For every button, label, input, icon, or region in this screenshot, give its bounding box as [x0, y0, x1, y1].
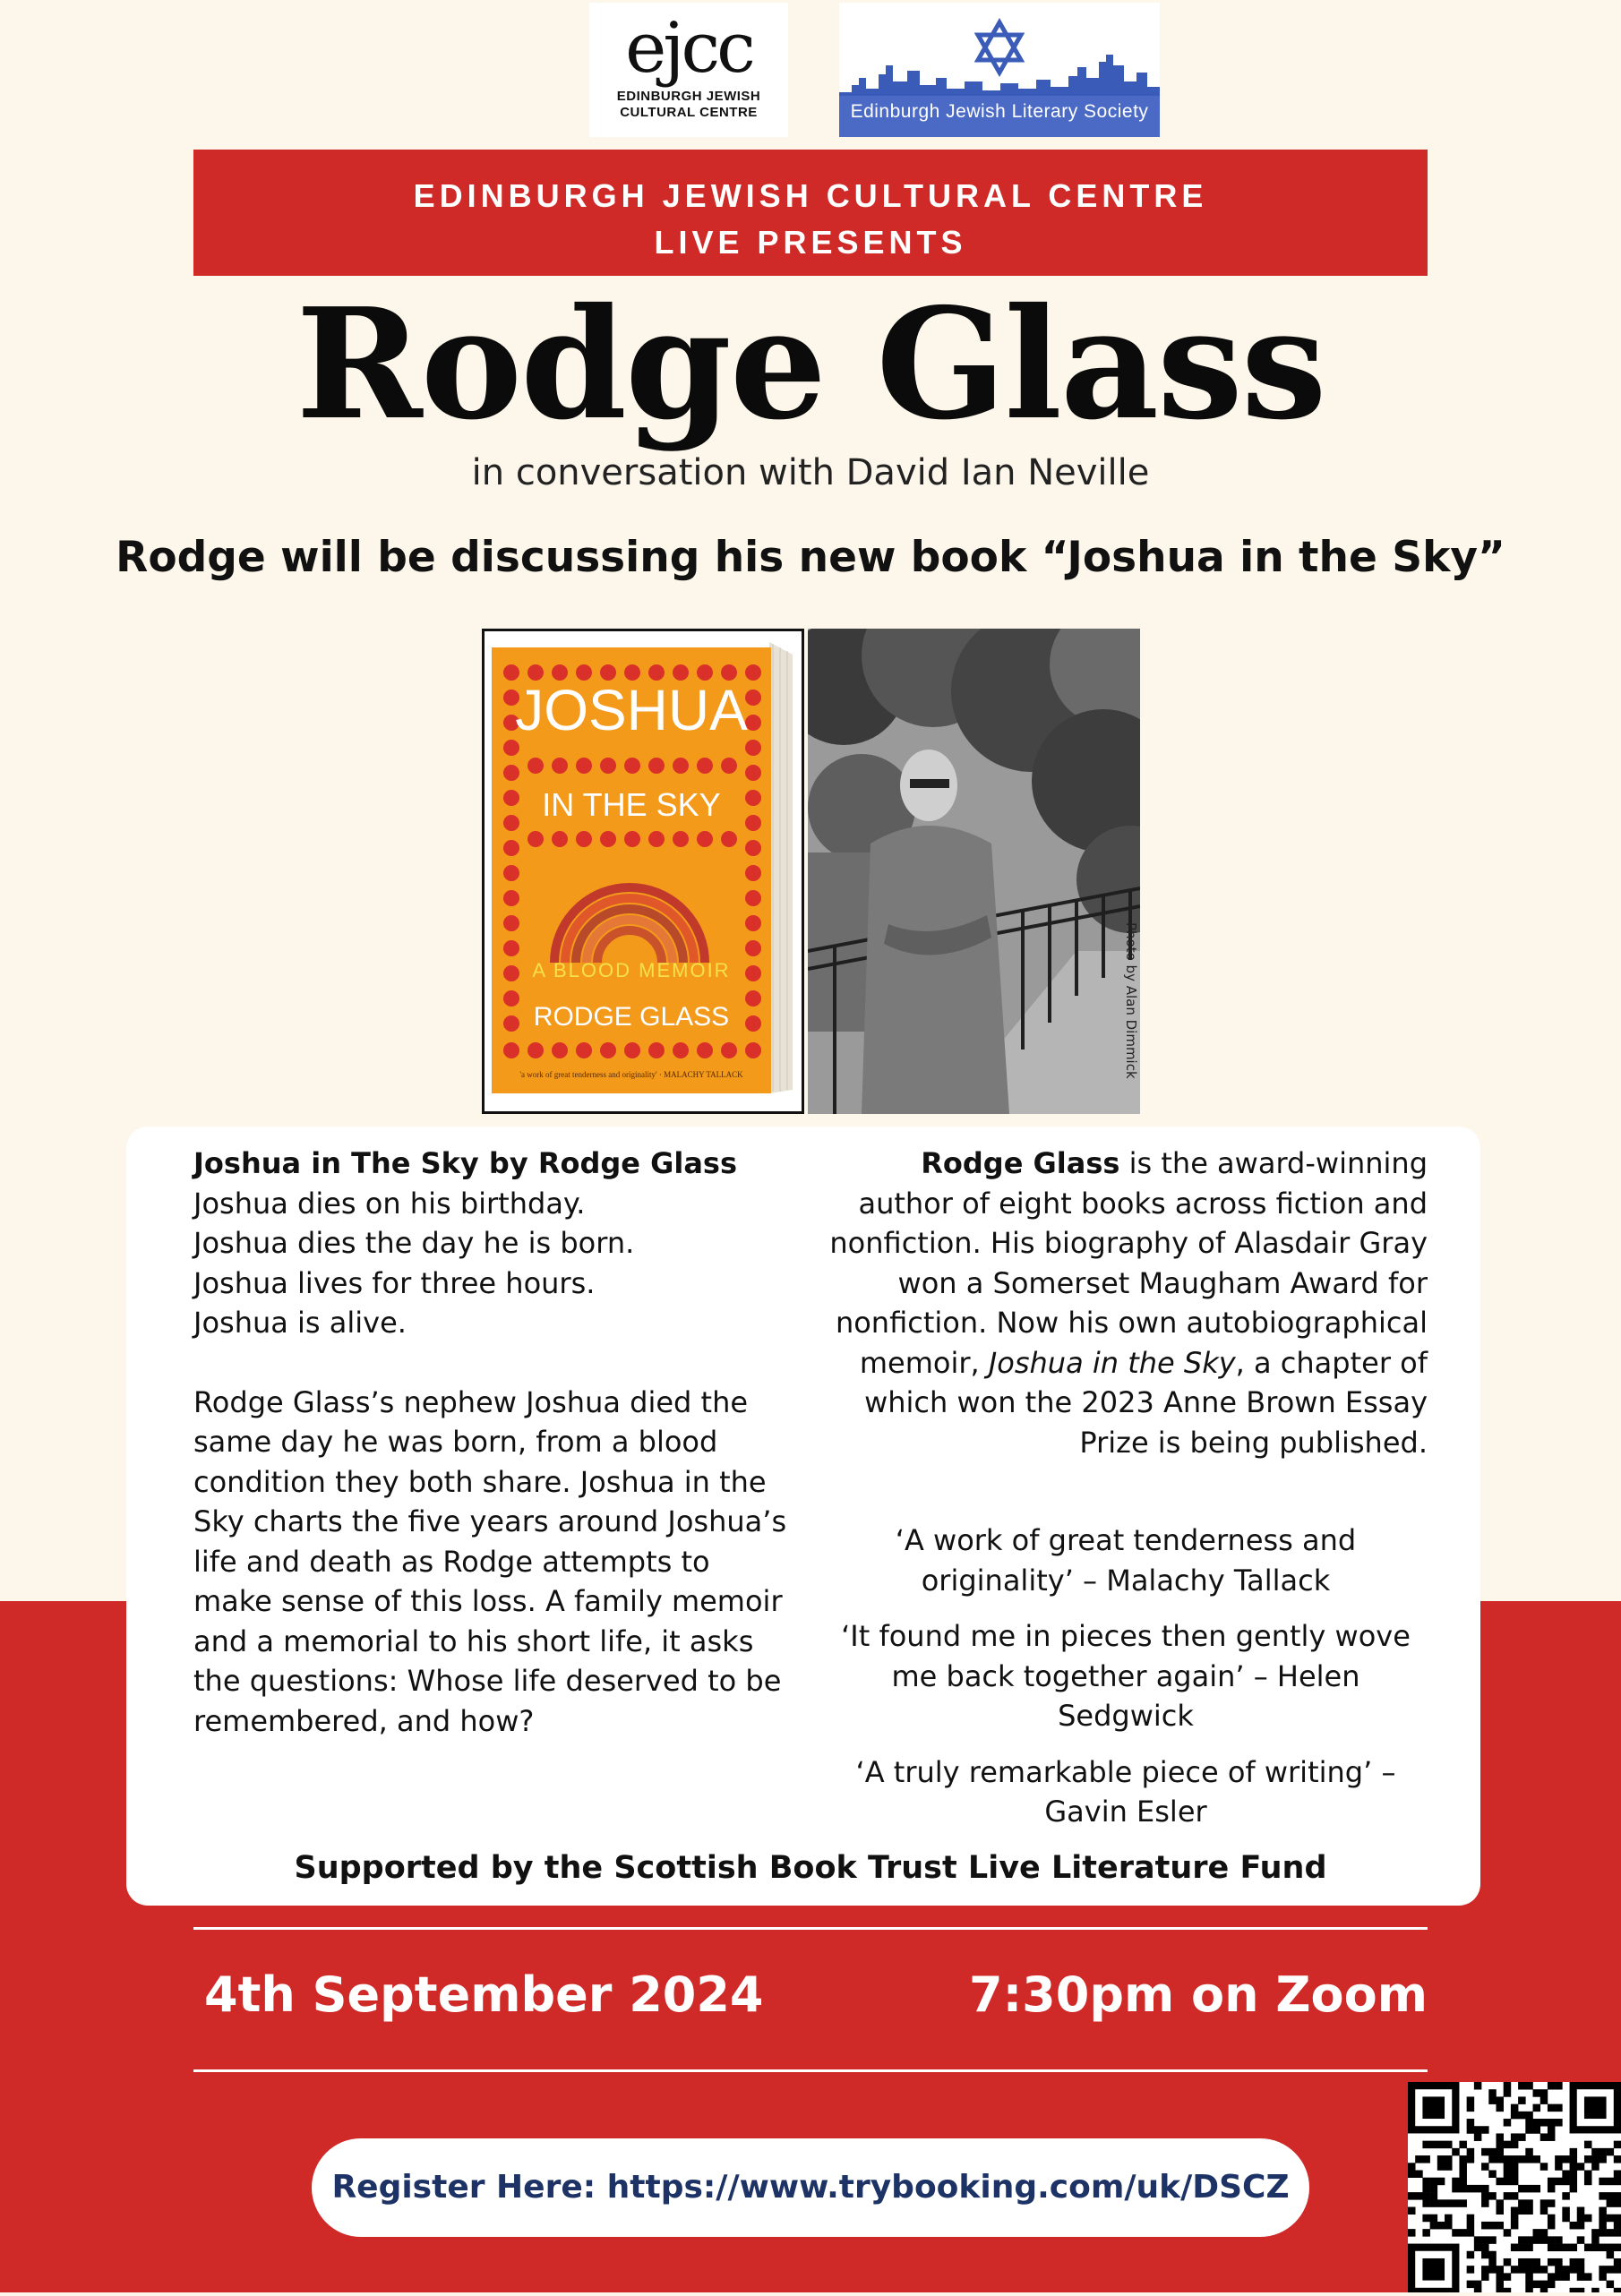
star-of-david-icon — [978, 22, 1021, 73]
review-quote: ‘A truly remarkable piece of writing’ – Gavin Esler — [855, 1754, 1396, 1829]
book-cover-title-2: IN THE SKY — [542, 786, 721, 823]
author-name: Rodge Glass — [921, 1146, 1120, 1180]
author-bio-2: , a chapter of which won the 2023 Anne Brown Essay Prize is being published. — [864, 1345, 1428, 1460]
divider-bottom — [193, 2069, 1428, 2072]
author-photo — [808, 629, 1140, 1114]
author-bio-column — [824, 1144, 1428, 1462]
book-synopsis: Rodge Glass’s nephew Joshua died the same day he was born, from a blood condition they both share. Joshua in the Sky charts the five years around Joshua’s life and death as Rodge attempts to make sense of this loss. A family memoir and a memorial to his short life, it asks the questions: Whose life deserved to be remembered, and how? — [193, 1384, 787, 1738]
book-cover-author: RODGE GLASS — [533, 1002, 730, 1032]
event-time: 7:30pm on Zoom — [969, 1966, 1428, 2023]
author-photo-graphic — [808, 629, 1140, 1114]
divider-top — [193, 1927, 1428, 1930]
literary-society-name: Edinburgh Jewish Literary Society — [850, 101, 1149, 122]
author-bio-1: is the award-winning author of eight books across fiction and nonfiction. His biography of Alasdair Gray won a Somerset Maugham Award for nonfiction. Now his own autobiographical memoir, — [829, 1146, 1428, 1380]
review-quote: ‘It found me in pieces then gently wove me back together again’ – Helen Sedgwick — [841, 1619, 1411, 1733]
review-quotes — [824, 1521, 1428, 1848]
book-heading: Joshua in The Sky by Rodge Glass — [193, 1146, 738, 1180]
ejcc-logo-line1: EDINBURGH JEWISH — [616, 89, 761, 104]
book-description-column — [193, 1144, 793, 1741]
book-cover-title-1: JOSHUA — [515, 678, 748, 742]
review-quote: ‘A work of great tenderness and originality’ – Malachy Tallack — [895, 1523, 1357, 1598]
images-row — [482, 629, 1140, 1114]
subtitle: in conversation with David Ian Neville — [471, 452, 1150, 493]
book-line: Joshua is alive. — [193, 1306, 407, 1340]
literary-society-logo — [839, 3, 1160, 137]
page-title: Rodge Glass — [296, 275, 1325, 454]
banner-text: EDINBURGH JEWISH CULTURAL CENTRE LIVE PRESENTS — [413, 177, 1208, 261]
qr-code-icon[interactable] — [1408, 2082, 1621, 2292]
supported-by: Supported by the Scottish Book Trust Live Literature Fund — [294, 1850, 1327, 1886]
register-link[interactable]: Register Here: https://www.trybooking.com/uk/DSCZ — [312, 2138, 1309, 2237]
event-date: 4th September 2024 — [204, 1966, 764, 2023]
book-cover-image — [482, 629, 804, 1114]
ejcc-logo-mark: ejcc — [625, 8, 752, 89]
book-line: Joshua lives for three hours. — [193, 1265, 596, 1300]
book-line: Joshua dies on his birthday. — [193, 1186, 586, 1221]
ejcc-logo — [589, 3, 788, 137]
photo-credit: Photo by Alan Dimmick — [1123, 922, 1139, 1079]
presents-banner — [193, 150, 1428, 276]
book-cover-blurb: 'a work of great tenderness and originality' · MALACHY TALLACK — [519, 1070, 743, 1079]
book-line: Joshua dies the day he is born. — [193, 1226, 635, 1260]
qr-code-graphic — [1408, 2082, 1621, 2292]
book-cover-graphic — [485, 631, 802, 1111]
book-cover-tagline: A BLOOD MEMOIR — [532, 959, 731, 981]
author-bio-book-title: Joshua in the Sky — [988, 1345, 1236, 1380]
discussion-heading: Rodge will be discussing his new book “Joshua in the Sky” — [116, 533, 1505, 582]
ejcc-logo-line2: CULTURAL CENTRE — [620, 105, 758, 120]
